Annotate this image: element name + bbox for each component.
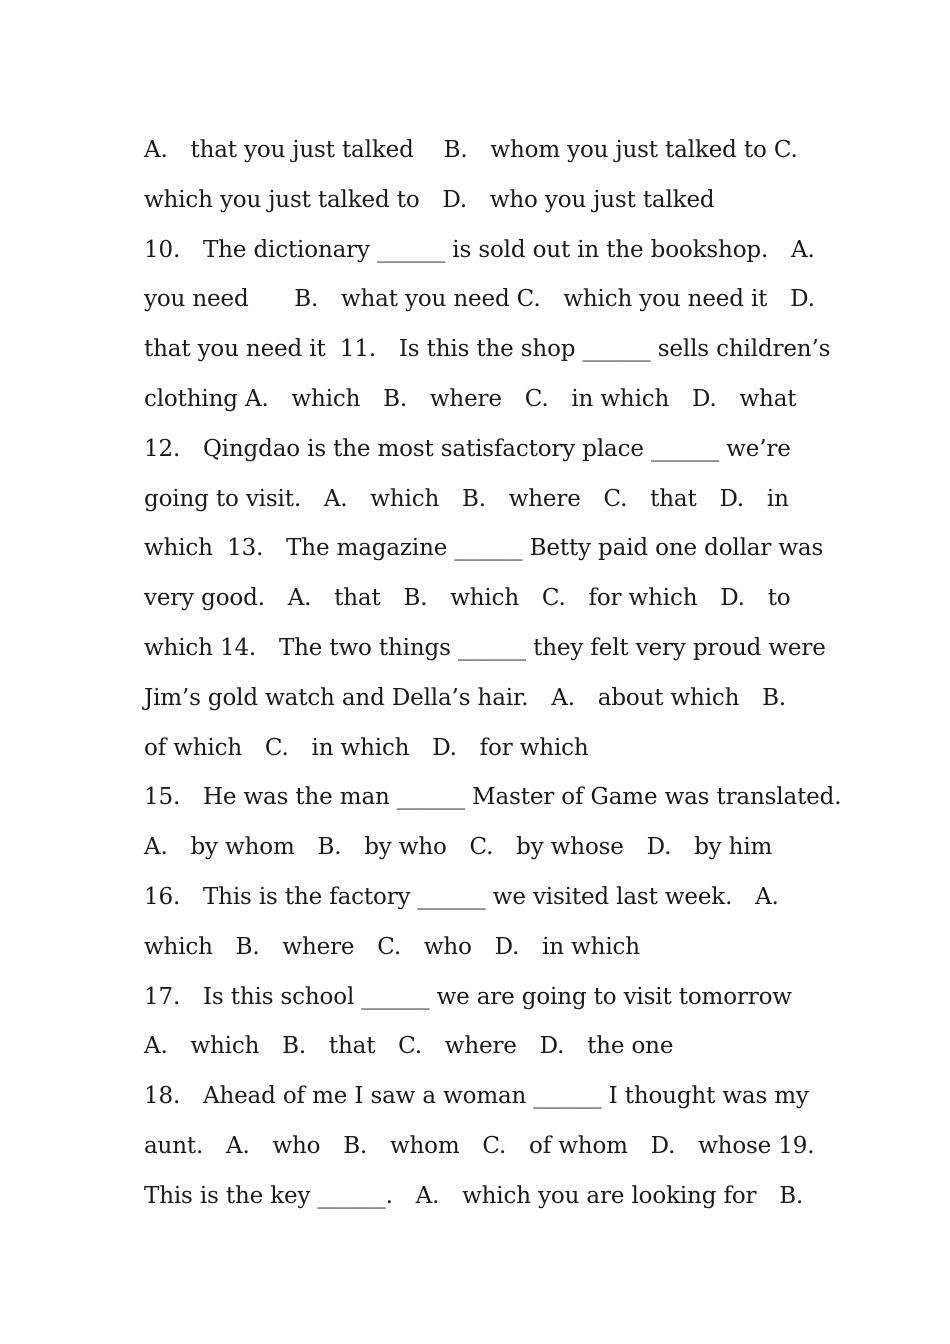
- text-line: which you just talked to D. who you just talked: [144, 186, 715, 213]
- text-line: A. that you just talked B. whom you just talked to C.: [144, 137, 798, 163]
- text-line: that you need it 11. Is this the shop ______ sells children’s: [144, 336, 831, 363]
- question-text-block: [144, 126, 844, 1222]
- text-line: Jim’s gold watch and Della’s hair. A. about which B.: [144, 684, 787, 711]
- text-line: you need B. what you need C. which you need it D.: [144, 286, 815, 313]
- text-line: 16. This is the factory ______ we visited last week. A.: [144, 883, 779, 910]
- text-line: This is the key ______. A. which you are looking for B.: [144, 1182, 804, 1209]
- text-line: 17. Is this school ______ we are going to visit tomorrow: [144, 983, 792, 1010]
- text-line: of which C. in which D. for which: [144, 734, 589, 761]
- text-line: which B. where C. who D. in which: [144, 933, 640, 960]
- text-line: A. which B. that C. where D. the one: [144, 1033, 674, 1060]
- text-line: 18. Ahead of me I saw a woman ______ I thought was my: [144, 1083, 809, 1110]
- text-line: very good. A. that B. which C. for which D. to: [144, 585, 791, 612]
- text-line: going to visit. A. which B. where C. that D. in: [144, 485, 789, 512]
- text-line: 10. The dictionary ______ is sold out in the bookshop. A.: [144, 236, 815, 263]
- text-line: aunt. A. who B. whom C. of whom D. whose 19.: [144, 1132, 815, 1159]
- text-line: which 14. The two things ______ they felt very proud were: [144, 634, 826, 661]
- text-line: which 13. The magazine ______ Betty paid one dollar was: [144, 535, 824, 562]
- text-line: clothing A. which B. where C. in which D. what: [144, 385, 797, 412]
- text-line: 12. Qingdao is the most satisfactory place ______ we’re: [144, 435, 791, 462]
- text-line: A. by whom B. by who C. by whose D. by him: [144, 834, 773, 861]
- text-line: 15. He was the man ______ Master of Game was translated.: [144, 784, 842, 811]
